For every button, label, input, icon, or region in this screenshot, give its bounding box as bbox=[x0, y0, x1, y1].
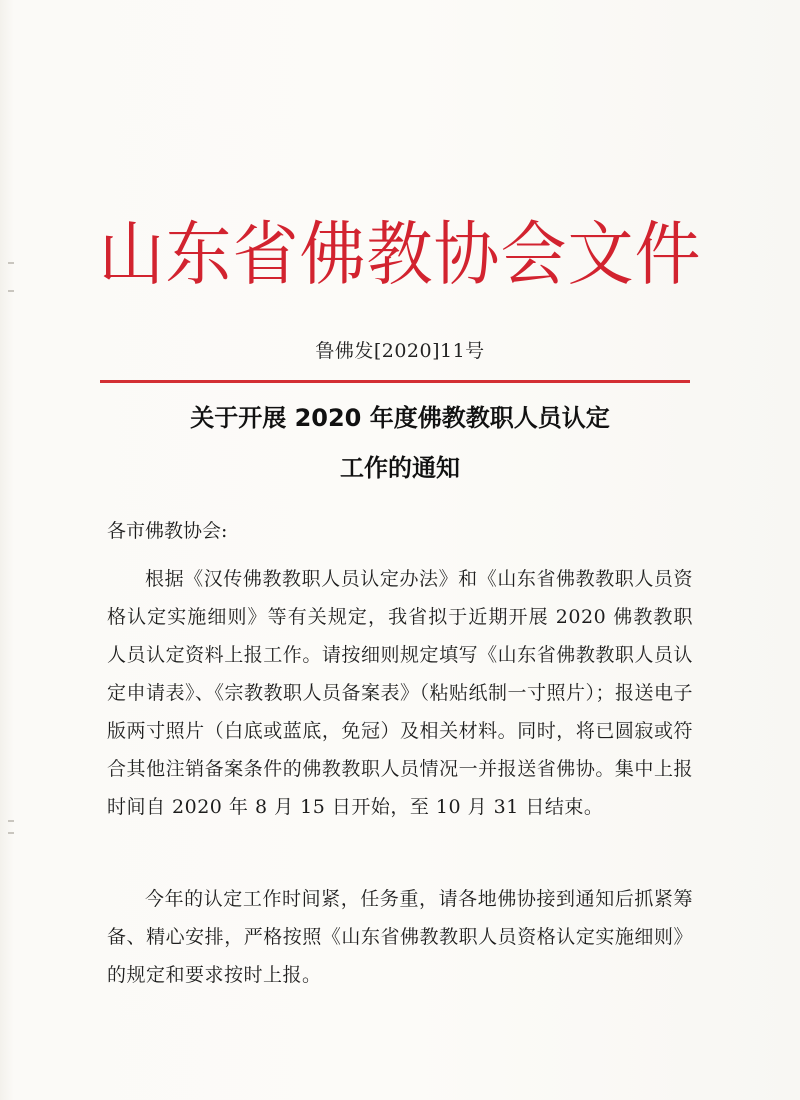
document-header-title: 山东省佛教协会文件 bbox=[98, 214, 702, 295]
notice-title-line-1: 关于开展 2020 年度佛教教职人员认定 bbox=[190, 404, 610, 432]
body-paragraph-2: 今年的认定工作时间紧，任务重，请各地佛协接到通知后抓紧筹备、精心安排，严格按照《山东省佛教教职人员资格认定实施细则》的规定和要求按时上报。 bbox=[107, 888, 693, 986]
body-paragraph-1: 根据《汉传佛教教职人员认定办法》和《山东省佛教教职人员资格认定实施细则》等有关规定，我省拟于近期开展 2020 佛教教职人员认定资料上报工作。请按细则规定填写《山东省佛教教职人员认定申请表》、《宗教教职人员备案表》（粘贴纸制一寸照片）；报送电子版两寸照片（白底或蓝底，免冠）及相关材料。同时，将已圆寂或符合其他注销备案条件的佛教教职人员情况一并报送省佛协。集中上报时间自 2020 年 8 月 15 日开始，至 10 月 31 日结束。 bbox=[107, 568, 694, 818]
notice-title-line-2: 工作的通知 bbox=[340, 454, 460, 482]
binding-mark bbox=[8, 262, 14, 264]
binding-mark bbox=[8, 820, 14, 822]
document-number: 鲁佛发[2020]11号 bbox=[315, 340, 485, 362]
red-divider-line bbox=[100, 380, 690, 383]
binding-mark bbox=[8, 290, 14, 292]
binding-mark bbox=[8, 832, 14, 834]
salutation: 各市佛教协会: bbox=[107, 520, 228, 542]
